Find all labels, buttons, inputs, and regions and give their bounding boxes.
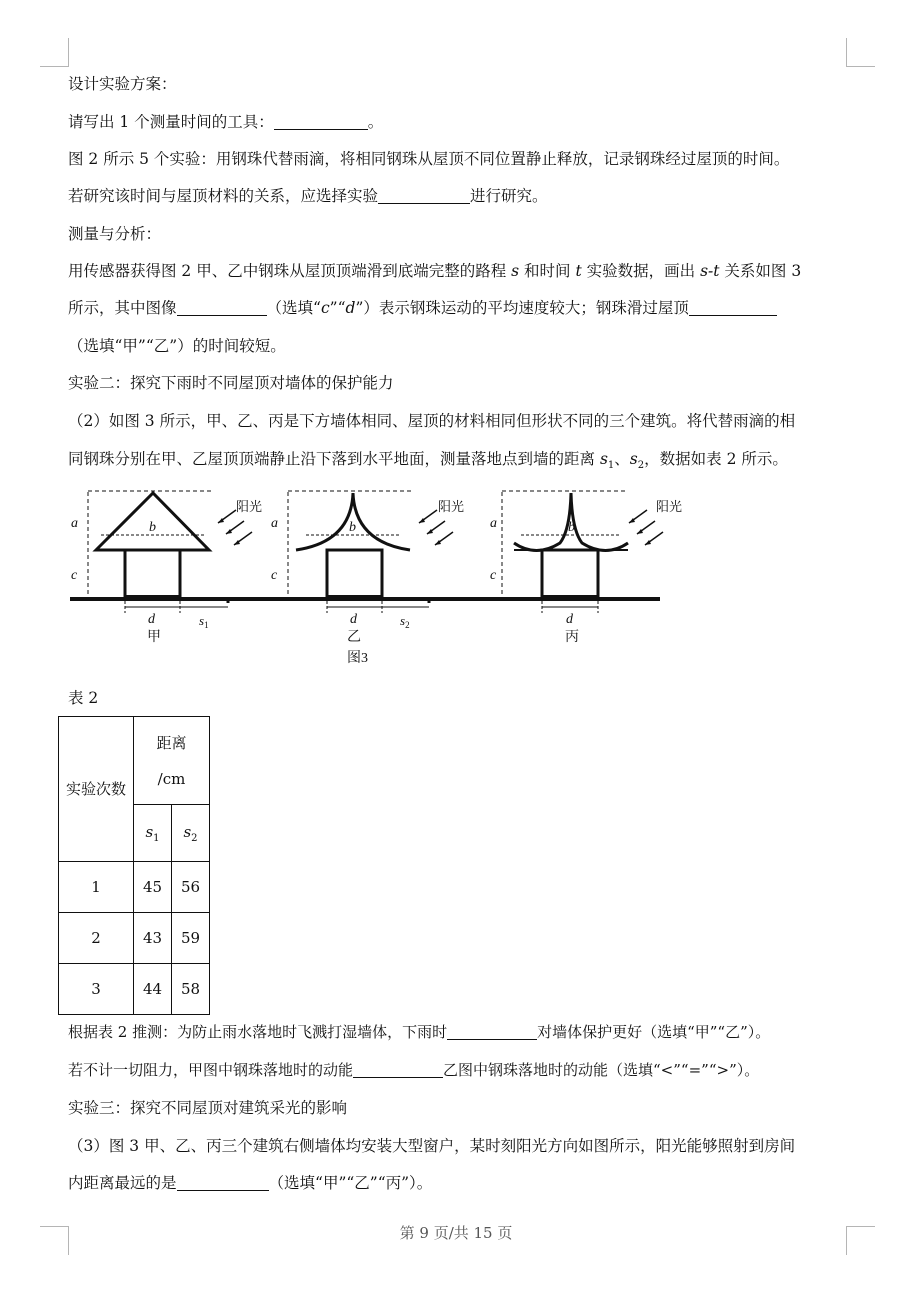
label-c: c xyxy=(271,568,278,583)
col-s1: $s_1$ xyxy=(134,805,172,862)
header-distance: 距离 /cm xyxy=(134,717,210,805)
cell-s2: 56 xyxy=(172,862,210,913)
label-building-jia: 甲 xyxy=(147,630,161,645)
answer-blank[interactable] xyxy=(274,113,368,130)
text-line: 设计实验方案： xyxy=(68,75,177,93)
text-line: （选填“甲”“乙”）的时间较短。 xyxy=(68,337,286,355)
building-yi xyxy=(288,491,429,613)
text-line: （2）如图 3 所示，甲、乙、丙是下方墙体相同、屋顶的材料相同但形状不同的三个建筑。将代替雨滴的相 xyxy=(68,412,796,430)
text-line: 若研究该时间与屋顶材料的关系，应选择实验 进行研究。 xyxy=(68,187,548,205)
label-building-bing: 丙 xyxy=(565,630,579,645)
label-s2: $s_2$ xyxy=(400,613,410,630)
answer-blank[interactable] xyxy=(177,299,267,316)
answer-blank[interactable] xyxy=(177,1174,269,1191)
answer-blank[interactable] xyxy=(689,299,777,316)
label-b: b xyxy=(349,520,356,535)
building-jia xyxy=(88,491,228,613)
answer-blank[interactable] xyxy=(378,187,470,204)
label-building-yi: 乙 xyxy=(347,630,361,645)
sunlight-arrows xyxy=(218,510,663,545)
cell-trial: 3 xyxy=(59,964,134,1015)
text-line: 若不计一切阻力，甲图中钢珠落地时的动能 乙图中钢珠落地时的动能（选填“<”“=”“>”）。 xyxy=(68,1061,760,1079)
label-d: d xyxy=(566,612,573,627)
table-row xyxy=(59,862,210,913)
sunlight-label: 阳光 xyxy=(656,499,683,514)
label-b: b xyxy=(568,520,575,535)
building-bing xyxy=(502,491,628,613)
label-s1: $s_1$ xyxy=(199,613,209,630)
page-number: 第 9 页/共 15 页 xyxy=(399,1224,513,1242)
text-line: 内距离最远的是 （选填“甲”“乙”“丙”）。 xyxy=(68,1174,433,1192)
table-row xyxy=(59,964,210,1015)
text-line: 所示，其中图像 （选填“c”“d”）表示钢珠运动的平均速度较大；钢珠滑过屋顶 xyxy=(68,298,858,318)
answer-blank[interactable] xyxy=(353,1061,443,1078)
figure-3-buildings xyxy=(66,485,696,675)
label-c: c xyxy=(71,568,78,583)
header-trial: 实验次数 xyxy=(59,717,134,862)
sunlight-label: 阳光 xyxy=(438,499,465,514)
label-a: a xyxy=(71,516,78,531)
cell-s2: 59 xyxy=(172,913,210,964)
text-line: 同钢珠分别在甲、乙屋顶顶端静止沿下落到水平地面，测量落地点到墙的距离 $s_1$、$s_2$，数据如表 2 所示。 xyxy=(68,450,788,472)
text-line: 实验二：探究下雨时不同屋顶对墙体的保护能力 xyxy=(68,374,394,392)
cell-trial: 2 xyxy=(59,913,134,964)
cell-s2: 58 xyxy=(172,964,210,1015)
text-line: 实验三：探究不同屋顶对建筑采光的影响 xyxy=(68,1099,348,1117)
text-line: （3）图 3 甲、乙、丙三个建筑右侧墙体均安装大型窗户，某时刻阳光方向如图所示，阳光能够照射到房间 xyxy=(68,1137,796,1155)
text-line: 图 2 所示 5 个实验：用钢珠代替雨滴，将相同钢珠从屋顶不同位置静止释放，记录钢珠经过屋顶的时间。 xyxy=(68,150,790,168)
label-b: b xyxy=(149,520,156,535)
text-line: 请写出 1 个测量时间的工具： 。 xyxy=(68,113,384,131)
data-table xyxy=(58,716,210,1015)
text-line: 根据表 2 推测：为防止雨水落地时飞溅打湿墙体，下雨时 对墙体保护更好（选填“甲”“乙”）。 xyxy=(68,1023,771,1041)
figure-caption: 图3 xyxy=(347,651,368,666)
cell-s1: 45 xyxy=(134,862,172,913)
label-a: a xyxy=(490,516,497,531)
table-row xyxy=(59,913,210,964)
label-d: d xyxy=(148,612,155,627)
cell-trial: 1 xyxy=(59,862,134,913)
label-a: a xyxy=(271,516,278,531)
text-line: 用传感器获得图 2 甲、乙中钢珠从屋顶顶端滑到底端完整的路程 s 和时间 t 实验数据，画出 s-t 关系如图 3 xyxy=(68,262,802,280)
cell-s1: 44 xyxy=(134,964,172,1015)
table-title: 表 2 xyxy=(68,689,99,707)
answer-blank[interactable] xyxy=(447,1023,537,1040)
cell-s1: 43 xyxy=(134,913,172,964)
label-c: c xyxy=(490,568,497,583)
crop-mark-top-left xyxy=(40,38,69,67)
sunlight-label: 阳光 xyxy=(236,499,263,514)
text-line: 测量与分析： xyxy=(68,225,162,243)
label-d: d xyxy=(350,612,357,627)
crop-mark-top-right xyxy=(846,38,875,67)
col-s2: $s_2$ xyxy=(172,805,210,862)
